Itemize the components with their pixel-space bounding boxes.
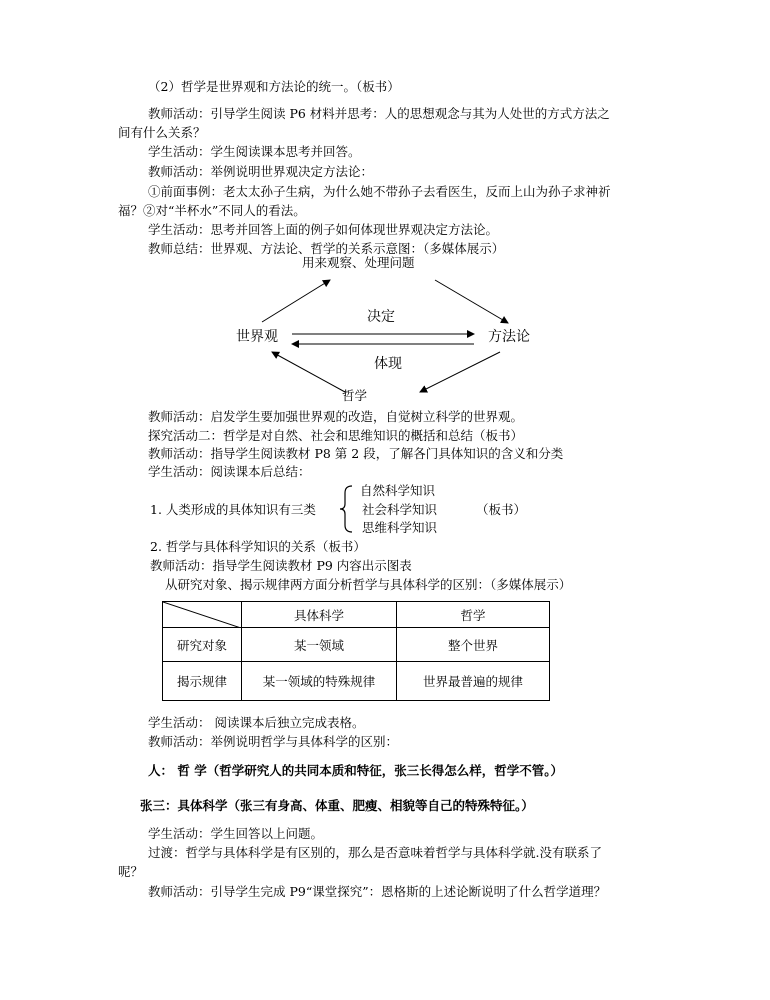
knowledge-item: 社会科学知识 xyxy=(362,502,438,517)
comparison-table xyxy=(162,601,550,701)
table-corner-cell xyxy=(163,602,242,628)
table-cell: 世界最普遍的规律 xyxy=(397,662,550,701)
table-cell: 某一领域 xyxy=(242,628,397,662)
text-line: 教师活动：举例说明世界观决定方法论： xyxy=(148,164,374,179)
table-cell: 某一领域的特殊规律 xyxy=(242,662,397,701)
text-line: 教师总结：世界观、方法论、哲学的关系示意图：（多媒体展示） xyxy=(148,241,505,256)
table-header-row xyxy=(163,602,550,628)
diagram-methodology-label: 方法论 xyxy=(488,329,530,345)
text-line: 呢？ xyxy=(118,864,144,879)
table-row-label: 研究对象 xyxy=(163,628,242,662)
arrow-bottom-to-worldview xyxy=(272,352,345,392)
diagram-reflect-label: 体现 xyxy=(374,356,402,372)
knowledge-item: 思维科学知识 xyxy=(362,520,438,535)
text-line: 学生活动：学生回答以上问题。 xyxy=(148,826,324,841)
knowledge-item: 自然科学知识 xyxy=(360,483,436,498)
text-line: 间有什么关系？ xyxy=(118,125,206,140)
text-line: 2. 哲学与具体科学知识的关系（板书） xyxy=(150,539,366,554)
text-line: 学生活动：思考并回答上面的例子如何体现世界观决定方法论。 xyxy=(148,222,499,237)
table-row-label: 揭示规律 xyxy=(163,662,242,701)
arrow-top-to-methodology xyxy=(435,280,508,323)
text-line: 教师活动：指导学生阅读教材 P9 内容出示图表 xyxy=(150,558,412,573)
arrow-methodology-to-bottom xyxy=(420,352,500,392)
text-line: 教师活动：引导学生阅读 P6 材料并思考：人的思想观念与其为人处世的方式方法之 xyxy=(148,106,610,121)
curly-brace xyxy=(338,484,354,534)
table-header-cell: 具体科学 xyxy=(242,602,397,628)
diagram-worldview-label: 世界观 xyxy=(236,329,278,345)
text-line: 教师活动：指导学生阅读教材 P8 第 2 段，了解各门具体知识的含义和分类 xyxy=(148,446,564,461)
text-line: 学生活动：学生阅读课本思考并回答。 xyxy=(148,144,361,159)
text-line: 学生活动： 阅读课本后独立完成表格。 xyxy=(148,715,365,730)
text-line: 教师活动：引导学生完成 P9“课堂探究”：恩格斯的上述论断说明了什么哲学道理？ xyxy=(148,884,607,899)
knowledge-note: （板书） xyxy=(476,502,527,517)
table-row xyxy=(163,662,550,701)
table-row xyxy=(163,628,550,662)
arrow-worldview-to-top xyxy=(262,280,330,322)
knowledge-label: 1. 人类形成的具体知识有三类 xyxy=(150,502,316,517)
text-line: 过渡：哲学与具体科学是有区别的，那么是否意味着哲学与具体科学就.没有联系了 xyxy=(148,845,602,860)
text-line: 教师活动：举例说明哲学与具体科学的区别： xyxy=(148,734,399,749)
section-heading: （2）哲学是世界观和方法论的统一。（板书） xyxy=(148,79,400,94)
diagram-bottom-label: 哲学 xyxy=(342,388,368,403)
text-line: 福？②对“半杯水”不同人的看法。 xyxy=(118,203,306,218)
diagram-top-label: 用来观察、处理问题 xyxy=(302,255,415,270)
text-line: 探究活动二：哲学是对自然、社会和思维知识的概括和总结（板书） xyxy=(148,428,524,443)
text-line: 学生活动：阅读课本后总结： xyxy=(148,464,311,479)
table-header-cell: 哲学 xyxy=(397,602,550,628)
diagram-decide-label: 决定 xyxy=(367,309,395,325)
example-person: 人： 哲 学（哲学研究人的共同本质和特征，张三长得怎么样，哲学不管。） xyxy=(148,763,563,778)
text-line: 教师活动：启发学生要加强世界观的改造，自觉树立科学的世界观。 xyxy=(148,409,524,424)
diagonal-line xyxy=(163,602,241,628)
text-line: 从研究对象、揭示规律两方面分析哲学与具体科学的区别：（多媒体展示） xyxy=(165,577,572,592)
example-zhangsan: 张三：具体科学（张三有身高、体重、肥瘦、相貌等自己的特殊特征。） xyxy=(140,798,534,813)
text-line: ①前面事例：老太太孙子生病，为什么她不带孙子去看医生，反而上山为孙子求神祈 xyxy=(148,184,611,199)
table-cell: 整个世界 xyxy=(397,628,550,662)
